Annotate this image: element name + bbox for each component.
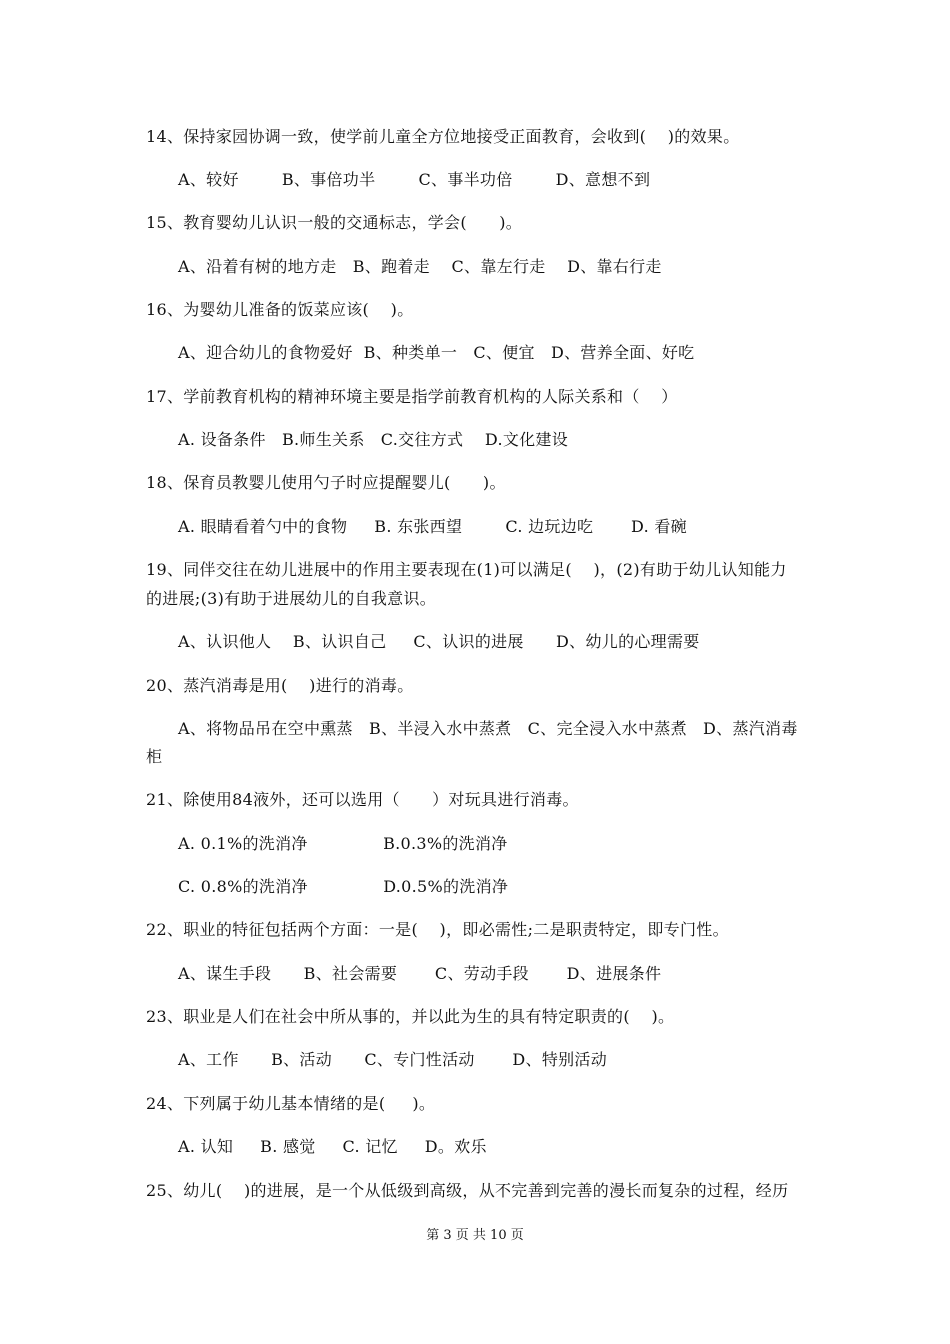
options-19: A、认识他人 B、认识自己 C、认识的进展 D、幼儿的心理需要 (178, 632, 700, 651)
options-20-continued: 柜 (146, 747, 163, 766)
options-23: A、工作 B、活动 C、专门性活动 D、特别活动 (178, 1050, 608, 1069)
question-16: 16、为婴幼儿准备的饭菜应该( )。 (146, 300, 414, 319)
question-25: 25、幼儿( )的进展，是一个从低级到高级，从不完善到完善的漫长而复杂的过程，经历 (146, 1181, 789, 1200)
options-18: A. 眼睛看着勺中的食物 B. 东张西望 C. 边玩边吃 D. 看碗 (178, 517, 687, 536)
options-14: A、较好 B、事倍功半 C、事半功倍 D、意想不到 (178, 170, 651, 189)
question-24: 24、下列属于幼儿基本情绪的是( )。 (146, 1094, 436, 1113)
question-19-continued: 的进展;(3)有助于进展幼儿的自我意识。 (146, 589, 437, 608)
options-16: A、迎合幼儿的食物爱好 B、种类单一 C、便宜 D、营养全面、好吃 (178, 343, 695, 362)
question-21: 21、除使用84液外，还可以选用（ ）对玩具进行消毒。 (146, 790, 579, 809)
question-14: 14、保持家园协调一致，使学前儿童全方位地接受正面教育，会收到( )的效果。 (146, 127, 740, 146)
question-15: 15、教育婴幼儿认识一般的交通标志，学会( )。 (146, 213, 523, 232)
options-15: A、沿着有树的地方走 B、跑着走 C、靠左行走 D、靠右行走 (178, 257, 662, 276)
options-17: A. 设备条件 B.师生关系 C.交往方式 D.文化建设 (178, 430, 569, 449)
question-23: 23、职业是人们在社会中所从事的，并以此为生的具有特定职责的( )。 (146, 1007, 675, 1026)
options-22: A、谋生手段 B、社会需要 C、劳动手段 D、进展条件 (178, 964, 662, 983)
question-17: 17、学前教育机构的精神环境主要是指学前教育机构的人际关系和（ ） (146, 387, 678, 406)
options-24: A. 认知 B. 感觉 C. 记忆 D。欢乐 (178, 1137, 487, 1156)
question-19: 19、同伴交往在幼儿进展中的作用主要表现在(1)可以满足( )，(2)有助于幼儿认知能力 (146, 560, 787, 579)
page-number-footer: 第 3 页 共 10 页 (426, 1228, 524, 1243)
options-21-row2: C. 0.8%的洗消净 D.0.5%的洗消净 (178, 877, 509, 896)
question-22: 22、职业的特征包括两个方面：一是( )，即必需性;二是职责特定，即专门性。 (146, 920, 729, 939)
options-20: A、将物品吊在空中熏蒸 B、半浸入水中蒸煮 C、完全浸入水中蒸煮 D、蒸汽消毒 (178, 719, 798, 738)
options-21-row1: A. 0.1%的洗消净 B.0.3%的洗消净 (178, 834, 508, 853)
question-20: 20、蒸汽消毒是用( )进行的消毒。 (146, 676, 414, 695)
question-18: 18、保育员教婴儿使用勺子时应提醒婴儿( )。 (146, 473, 506, 492)
